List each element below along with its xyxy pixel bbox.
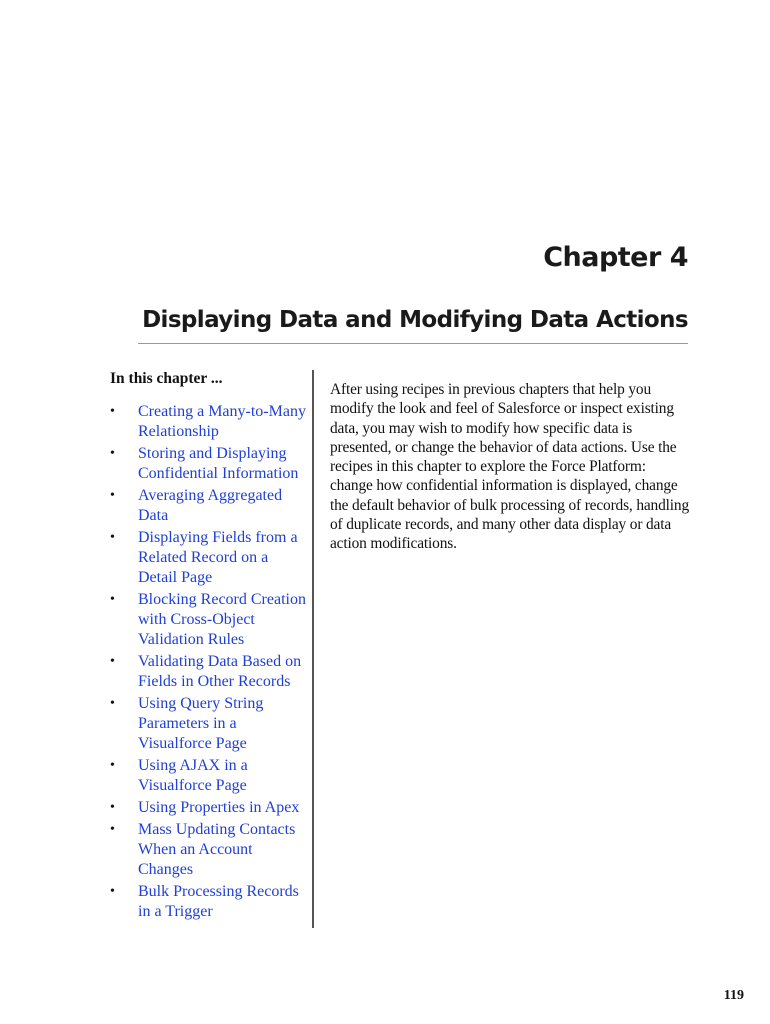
bullet-icon: • (110, 884, 115, 899)
toc-item (110, 590, 310, 650)
toc-item (110, 798, 310, 818)
bullet-icon: • (110, 696, 115, 711)
sidebar-heading: In this chapter ... (110, 370, 223, 387)
toc-link[interactable]: Storing and Displaying Confidential Information (138, 445, 299, 482)
toc-item (110, 402, 310, 442)
sidebar-divider (312, 370, 314, 928)
bullet-icon: • (110, 758, 115, 773)
bullet-icon: • (110, 446, 115, 461)
toc-link[interactable]: Using AJAX in a Visualforce Page (138, 757, 248, 794)
toc-link[interactable]: Averaging Aggregated Data (138, 487, 283, 524)
toc-item (110, 820, 310, 880)
bullet-icon: • (110, 530, 115, 545)
bullet-icon: • (110, 822, 115, 837)
bullet-icon: • (110, 654, 115, 669)
bullet-icon: • (110, 488, 115, 503)
bullet-icon: • (110, 404, 115, 419)
toc-item (110, 652, 310, 692)
toc-item (110, 882, 310, 922)
chapter-toc (110, 402, 310, 922)
chapter-sidebar (110, 370, 310, 924)
toc-link[interactable]: Mass Updating Contacts When an Account Changes (138, 821, 296, 878)
toc-item (110, 444, 310, 484)
chapter-title: Displaying Data and Modifying Data Actions (142, 307, 688, 333)
toc-link[interactable]: Validating Data Based on Fields in Other Records (138, 653, 302, 690)
chapter-intro: After using recipes in previous chapters that help you modify the look and feel of Salesforce or inspect existing data, you may wish to modify how specific data is presented, or change the behavior of data actions. Use the recipes in this chapter to explore the Force Platform: change how confidential information is displayed, change the default behavior of bulk processing of records, handling of duplicate records, and many other data display or data action modifications. (330, 381, 689, 553)
toc-link[interactable]: Using Query String Parameters in a Visualforce Page (138, 695, 264, 752)
title-divider (138, 343, 688, 344)
chapter-label: Chapter 4 (543, 242, 688, 273)
toc-link[interactable]: Displaying Fields from a Related Record on a Detail Page (138, 529, 298, 586)
toc-item (110, 756, 310, 796)
toc-link[interactable]: Creating a Many-to-Many Relationship (138, 403, 306, 440)
toc-item (110, 486, 310, 526)
bullet-icon: • (110, 800, 115, 815)
page-number: 119 (723, 988, 744, 1003)
toc-item (110, 694, 310, 754)
toc-link[interactable]: Using Properties in Apex (138, 799, 300, 816)
toc-link[interactable]: Blocking Record Creation with Cross-Object Validation Rules (138, 591, 306, 648)
bullet-icon: • (110, 592, 115, 607)
toc-link[interactable]: Bulk Processing Records in a Trigger (138, 883, 299, 920)
toc-item (110, 528, 310, 588)
